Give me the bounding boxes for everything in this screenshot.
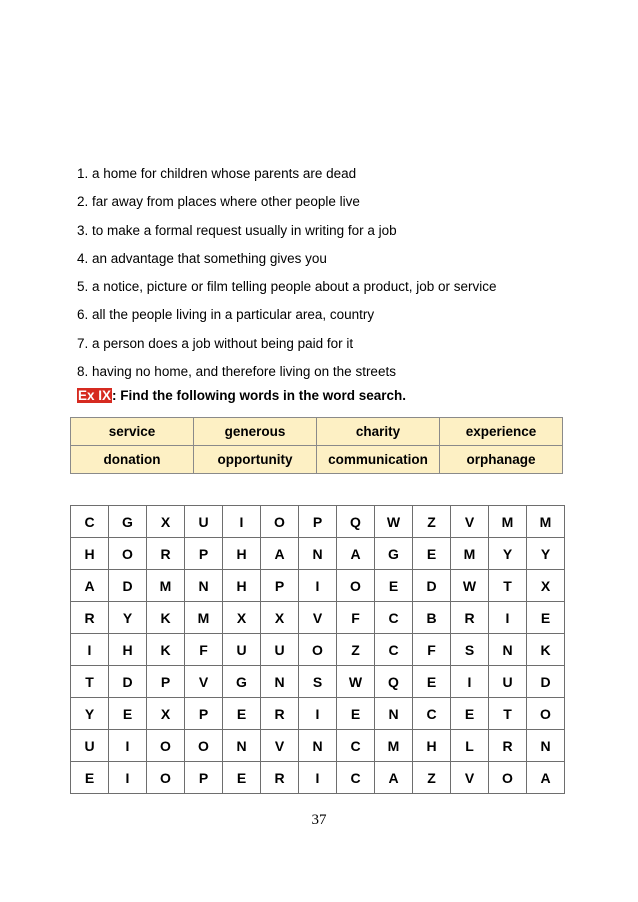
grid-row <box>71 698 565 730</box>
word-bank-cell: donation <box>71 446 194 474</box>
grid-cell: N <box>375 698 413 730</box>
grid-cell: N <box>261 666 299 698</box>
grid-cell: E <box>375 570 413 602</box>
grid-cell: E <box>451 698 489 730</box>
word-bank-cell: orphanage <box>440 446 563 474</box>
grid-cell: I <box>299 570 337 602</box>
grid-cell: R <box>147 538 185 570</box>
grid-cell: G <box>375 538 413 570</box>
grid-cell: D <box>527 666 565 698</box>
exercise-badge: Ex IX <box>78 388 112 403</box>
grid-cell: H <box>223 538 261 570</box>
grid-cell: K <box>147 634 185 666</box>
grid-cell: M <box>489 506 527 538</box>
exercise-heading <box>77 388 406 403</box>
grid-cell: E <box>223 698 261 730</box>
clue-item: 5. a notice, picture or film telling people about a product, job or service <box>77 279 497 295</box>
clue-item: 3. to make a formal request usually in writing for a job <box>77 222 397 238</box>
grid-cell: Q <box>375 666 413 698</box>
word-bank-cell: charity <box>317 418 440 446</box>
grid-cell: N <box>489 634 527 666</box>
grid-cell: M <box>147 570 185 602</box>
grid-cell: X <box>147 698 185 730</box>
grid-cell: V <box>299 602 337 634</box>
grid-cell: V <box>451 506 489 538</box>
grid-cell: C <box>337 762 375 794</box>
word-search-grid <box>70 505 565 794</box>
grid-row <box>71 762 565 794</box>
grid-cell: K <box>527 634 565 666</box>
grid-cell: Y <box>489 538 527 570</box>
grid-cell: C <box>413 698 451 730</box>
grid-cell: B <box>413 602 451 634</box>
grid-cell: D <box>413 570 451 602</box>
grid-cell: I <box>109 762 147 794</box>
grid-cell: I <box>299 698 337 730</box>
grid-cell: U <box>261 634 299 666</box>
grid-row <box>71 538 565 570</box>
grid-cell: I <box>489 602 527 634</box>
grid-cell: G <box>109 506 147 538</box>
grid-cell: F <box>413 634 451 666</box>
grid-row <box>71 506 565 538</box>
grid-cell: O <box>337 570 375 602</box>
grid-cell: P <box>147 666 185 698</box>
grid-cell: W <box>337 666 375 698</box>
grid-cell: I <box>223 506 261 538</box>
grid-cell: A <box>261 538 299 570</box>
grid-cell: G <box>223 666 261 698</box>
grid-cell: C <box>375 602 413 634</box>
grid-cell: P <box>185 698 223 730</box>
grid-cell: H <box>413 730 451 762</box>
grid-cell: E <box>71 762 109 794</box>
grid-cell: C <box>71 506 109 538</box>
grid-cell: R <box>489 730 527 762</box>
grid-cell: Y <box>71 698 109 730</box>
grid-cell: Z <box>337 634 375 666</box>
grid-cell: H <box>109 634 147 666</box>
grid-cell: X <box>223 602 261 634</box>
grid-cell: M <box>375 730 413 762</box>
grid-cell: X <box>147 506 185 538</box>
grid-cell: P <box>185 762 223 794</box>
grid-row <box>71 570 565 602</box>
page-number: 37 <box>311 812 327 828</box>
grid-cell: E <box>413 666 451 698</box>
word-bank-row <box>71 418 563 446</box>
grid-row <box>71 666 565 698</box>
grid-cell: L <box>451 730 489 762</box>
grid-cell: R <box>71 602 109 634</box>
grid-cell: N <box>223 730 261 762</box>
grid-cell: O <box>147 762 185 794</box>
grid-cell: V <box>261 730 299 762</box>
grid-cell: U <box>185 506 223 538</box>
grid-cell: K <box>147 602 185 634</box>
grid-cell: V <box>451 762 489 794</box>
grid-cell: O <box>109 538 147 570</box>
grid-cell: F <box>337 602 375 634</box>
grid-cell: T <box>71 666 109 698</box>
grid-cell: W <box>375 506 413 538</box>
grid-cell: E <box>527 602 565 634</box>
grid-cell: O <box>299 634 337 666</box>
grid-cell: U <box>71 730 109 762</box>
grid-cell: I <box>451 666 489 698</box>
grid-cell: Y <box>527 538 565 570</box>
grid-cell: H <box>71 538 109 570</box>
grid-cell: R <box>451 602 489 634</box>
grid-cell: F <box>185 634 223 666</box>
grid-cell: V <box>185 666 223 698</box>
grid-cell: M <box>527 506 565 538</box>
grid-cell: E <box>337 698 375 730</box>
clue-item: 8. having no home, and therefore living on the streets <box>77 364 396 380</box>
grid-cell: U <box>223 634 261 666</box>
word-bank-cell: service <box>71 418 194 446</box>
clue-item: 2. far away from places where other people live <box>77 194 360 210</box>
grid-cell: D <box>109 570 147 602</box>
word-bank-cell: experience <box>440 418 563 446</box>
clue-item: 7. a person does a job without being paid for it <box>77 335 354 351</box>
grid-cell: W <box>451 570 489 602</box>
grid-cell: A <box>337 538 375 570</box>
grid-cell: H <box>223 570 261 602</box>
grid-cell: Q <box>337 506 375 538</box>
grid-cell: T <box>489 698 527 730</box>
grid-cell: I <box>299 762 337 794</box>
grid-cell: O <box>527 698 565 730</box>
grid-cell: E <box>223 762 261 794</box>
grid-cell: U <box>489 666 527 698</box>
clue-item: 1. a home for children whose parents are dead <box>77 166 357 181</box>
grid-cell: N <box>527 730 565 762</box>
grid-cell: O <box>489 762 527 794</box>
word-bank-row <box>71 446 563 474</box>
grid-cell: C <box>375 634 413 666</box>
exercise-instruction: : Find the following words in the word search. <box>112 388 407 403</box>
grid-cell: S <box>299 666 337 698</box>
grid-cell: P <box>261 570 299 602</box>
grid-cell: D <box>109 666 147 698</box>
grid-cell: N <box>299 538 337 570</box>
grid-cell: A <box>527 762 565 794</box>
clue-list <box>77 160 577 386</box>
grid-row <box>71 730 565 762</box>
grid-cell: M <box>451 538 489 570</box>
grid-cell: E <box>109 698 147 730</box>
grid-cell: R <box>261 698 299 730</box>
grid-cell: Y <box>109 602 147 634</box>
grid-cell: T <box>489 570 527 602</box>
grid-cell: N <box>299 730 337 762</box>
grid-cell: O <box>147 730 185 762</box>
grid-cell: Z <box>413 506 451 538</box>
grid-cell: X <box>527 570 565 602</box>
grid-cell: Z <box>413 762 451 794</box>
grid-cell: I <box>109 730 147 762</box>
grid-cell: O <box>261 506 299 538</box>
word-bank-cell: communication <box>317 446 440 474</box>
grid-cell: A <box>71 570 109 602</box>
grid-row <box>71 602 565 634</box>
clue-item: 4. an advantage that something gives you <box>77 250 327 266</box>
grid-cell: S <box>451 634 489 666</box>
grid-cell: P <box>185 538 223 570</box>
word-bank-cell: generous <box>194 418 317 446</box>
word-bank-cell: opportunity <box>194 446 317 474</box>
grid-cell: X <box>261 602 299 634</box>
grid-cell: P <box>299 506 337 538</box>
grid-cell: R <box>261 762 299 794</box>
grid-cell: E <box>413 538 451 570</box>
grid-cell: I <box>71 634 109 666</box>
grid-cell: C <box>337 730 375 762</box>
grid-cell: O <box>185 730 223 762</box>
word-bank-table <box>70 417 563 474</box>
grid-cell: N <box>185 570 223 602</box>
grid-cell: A <box>375 762 413 794</box>
grid-row <box>71 634 565 666</box>
grid-cell: M <box>185 602 223 634</box>
clue-item: 6. all the people living in a particular area, country <box>77 307 375 323</box>
